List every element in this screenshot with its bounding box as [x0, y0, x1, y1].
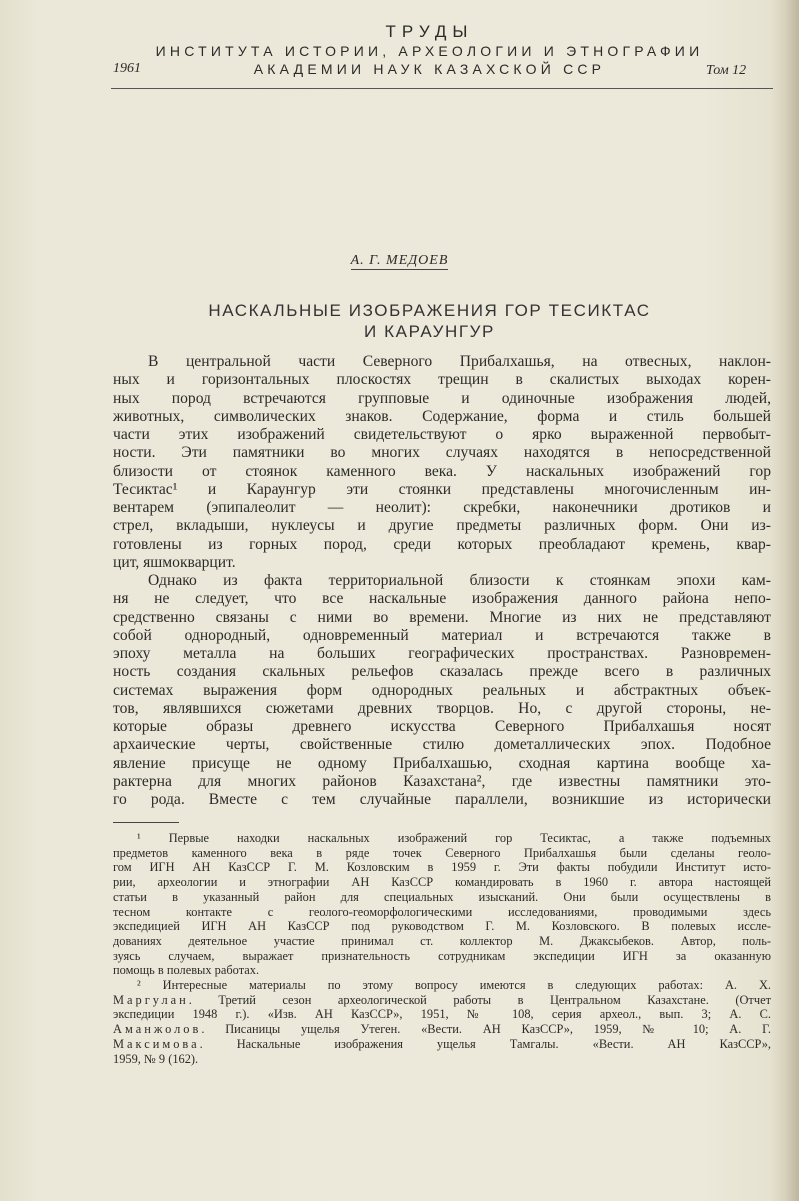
body-text-line: которые образы древнего искусства Северного Прибалхашья носят [113, 718, 771, 735]
body-text-line: ных и горизонтальных плоскостях трещин в скалистых выходах корен- [113, 371, 771, 389]
body-text-line: животных, символических знаков. Содержание, форма и стиль большей [113, 407, 771, 425]
body-text-line: вентарем (эпипалеолит — неолит): скребки, наконечники дротиков и [113, 499, 771, 516]
footnote-line [113, 993, 771, 1008]
footnote-line [137, 978, 771, 993]
footnote-text: статьи в указанный район для специальных изысканий. Они были осуществлены в [113, 889, 771, 904]
body-text-line: готовлены из горных пород, среди которых преобладают кремень, квар- [113, 535, 771, 553]
footnote-text: . Писаницы ущелья Утеген. «Вести. АН КазССР», 1959, № 10; А. Г. [201, 1022, 771, 1037]
body-text-line: ность создания скальных рельефов сказалась прежде всего в различных [113, 663, 771, 681]
journal-academy-name: АКАДЕМИИ НАУК КАЗАХСКОЙ ССР [253, 61, 606, 77]
footnote-line [113, 1037, 771, 1052]
journal-institute-name: ИНСТИТУТА ИСТОРИИ, АРХЕОЛОГИИ И ЭТНОГРАФИИ [155, 43, 704, 59]
body-text-line: близости от стоянок каменного века. У наскальных изображений гор [113, 462, 771, 480]
footnote-text: . Третий сезон археологической работы в Центральном Казахстане. (Отчет [188, 992, 771, 1007]
footnote-line [113, 905, 771, 920]
footnote-text: тесном контакте с геолого-геоморфологическими исследованиями, проводимыми здесь [113, 904, 771, 919]
footnote-text: ¹ Первые находки наскальных изображений гор Тесиктас, а также подъемных [137, 831, 771, 845]
body-text-line: средственно связаны с ними во времени. Многие из них не представляют [113, 608, 771, 626]
footnote-line [113, 1007, 771, 1022]
body-text-line: части этих изображений свидетельствуют о ярко выраженной первобыт- [113, 426, 771, 443]
footnote-text: рии, археологии и этнографии АН КазССР командировать в 1960 г. автора настоящей [113, 875, 771, 890]
body-text-line: тов, являвшихся сюжетами древних творцов. Но, с другой стороны, не- [113, 699, 771, 717]
footnote-line [113, 890, 771, 905]
footnote-line [137, 831, 771, 846]
footnote-text: помощь в полевых работах. [113, 963, 260, 978]
footnote-text: предметов каменного века в ряде точек Северного Прибалхашья были сделаны геоло- [113, 845, 771, 860]
footnote-text: . Наскальные изображения ущелья Тамгалы. «Вести. АН КазССР», [199, 1036, 771, 1051]
body-text-line: рактерна для многих районов Казахстана², где известны памятники это- [113, 772, 771, 790]
cited-author-name: Маргулан [113, 992, 189, 1007]
footnote-text: экспедиции 1948 г.). «Изв. АН КазССР», 1951, № 108, серия археол., вып. 3; А. С. [113, 1007, 771, 1022]
body-text-line: ня не следует, что все наскальные изображения данного района непо- [113, 590, 771, 608]
cited-author-name: Аманжолов [113, 1022, 202, 1037]
publication-year: 1961 [113, 61, 141, 76]
body-text-line: архаические черты, свойственные стилю дометаллических эпох. Подобное [113, 736, 771, 754]
body-text-line: собой однородный, одновременный материал и встречаются также в [113, 626, 771, 644]
footnote-text: дованиях деятельное участие принимал ст. коллектор М. Джаксыбеков. Автор, поль- [113, 933, 771, 948]
header-rule [111, 88, 773, 89]
footnote-text: гом ИГН АН КазССР Г. М. Козловским в 1959 г. Эти факты побудили Институт исто- [113, 860, 771, 875]
cited-author-name: Максимова [113, 1036, 200, 1051]
body-text-line: ности. Эти памятники во многих случаях находятся в непосредственной [113, 444, 771, 462]
volume-number: Том 12 [706, 63, 747, 78]
body-text-line: В центральной части Северного Прибалхашья, на отвесных, наклон- [148, 353, 771, 370]
footnote-rule [113, 822, 179, 823]
footnote-text: ² Интересные материалы по этому вопросу имеются в следующих работах: А. Х. [137, 978, 771, 992]
body-text-line: Тесиктас¹ и Караунгур эти стоянки представлены многочисленным ин- [113, 480, 771, 498]
body-text-line: системах выражения форм однородных реальных и абстрактных объек- [113, 681, 771, 699]
body-text-line: ных пород встречаются групповые и одиночные изображения людей, [113, 389, 771, 407]
body-text-line: явление присуще не одному Прибалхашью, сходная картина вообще ха- [113, 754, 771, 772]
footnote-line [113, 963, 771, 978]
article-title-line-2: И КАРАУНГУР [364, 322, 495, 341]
body-text-line: го рода. Вместе с тем случайные параллели, возникшие из исторически [113, 791, 771, 808]
author-name: А. Г. МЕДОЕВ [350, 253, 449, 268]
footnote-text: зуясь случаем, выражает признательность сотрудникам экспедиции ИГН за оказанную [113, 948, 771, 963]
body-text-line: стрел, вкладыши, нуклеусы и другие предметы различных форм. Они из- [113, 517, 771, 535]
article-author [0, 253, 799, 269]
body-text-line: эпоху металла на больших географических пространствах. Разновремен- [113, 645, 771, 662]
footnote-line [113, 846, 771, 861]
body-text-line: Однако из факта территориальной близости к стоянкам эпохи кам- [148, 572, 771, 589]
footnote-line [113, 860, 771, 875]
body-text-line: цит, яшмокварцит. [113, 553, 236, 571]
footnote-text: 1959, № 9 (162). [113, 1051, 199, 1066]
footnote-line [113, 949, 771, 964]
footnote-line [113, 934, 771, 949]
footnote-line [113, 875, 771, 890]
article-title-line-1: НАСКАЛЬНЫЕ ИЗОБРАЖЕНИЯ ГОР ТЕСИКТАС [208, 301, 651, 320]
footnote-text: экспедицией ИГН АН КазССР под руководством Г. М. Козловского. В полевых иссле- [113, 919, 771, 934]
footnote-line [113, 919, 771, 934]
footnote-line [113, 1022, 771, 1037]
journal-series-title: ТРУДЫ [385, 22, 474, 41]
footnote-line [113, 1052, 771, 1067]
